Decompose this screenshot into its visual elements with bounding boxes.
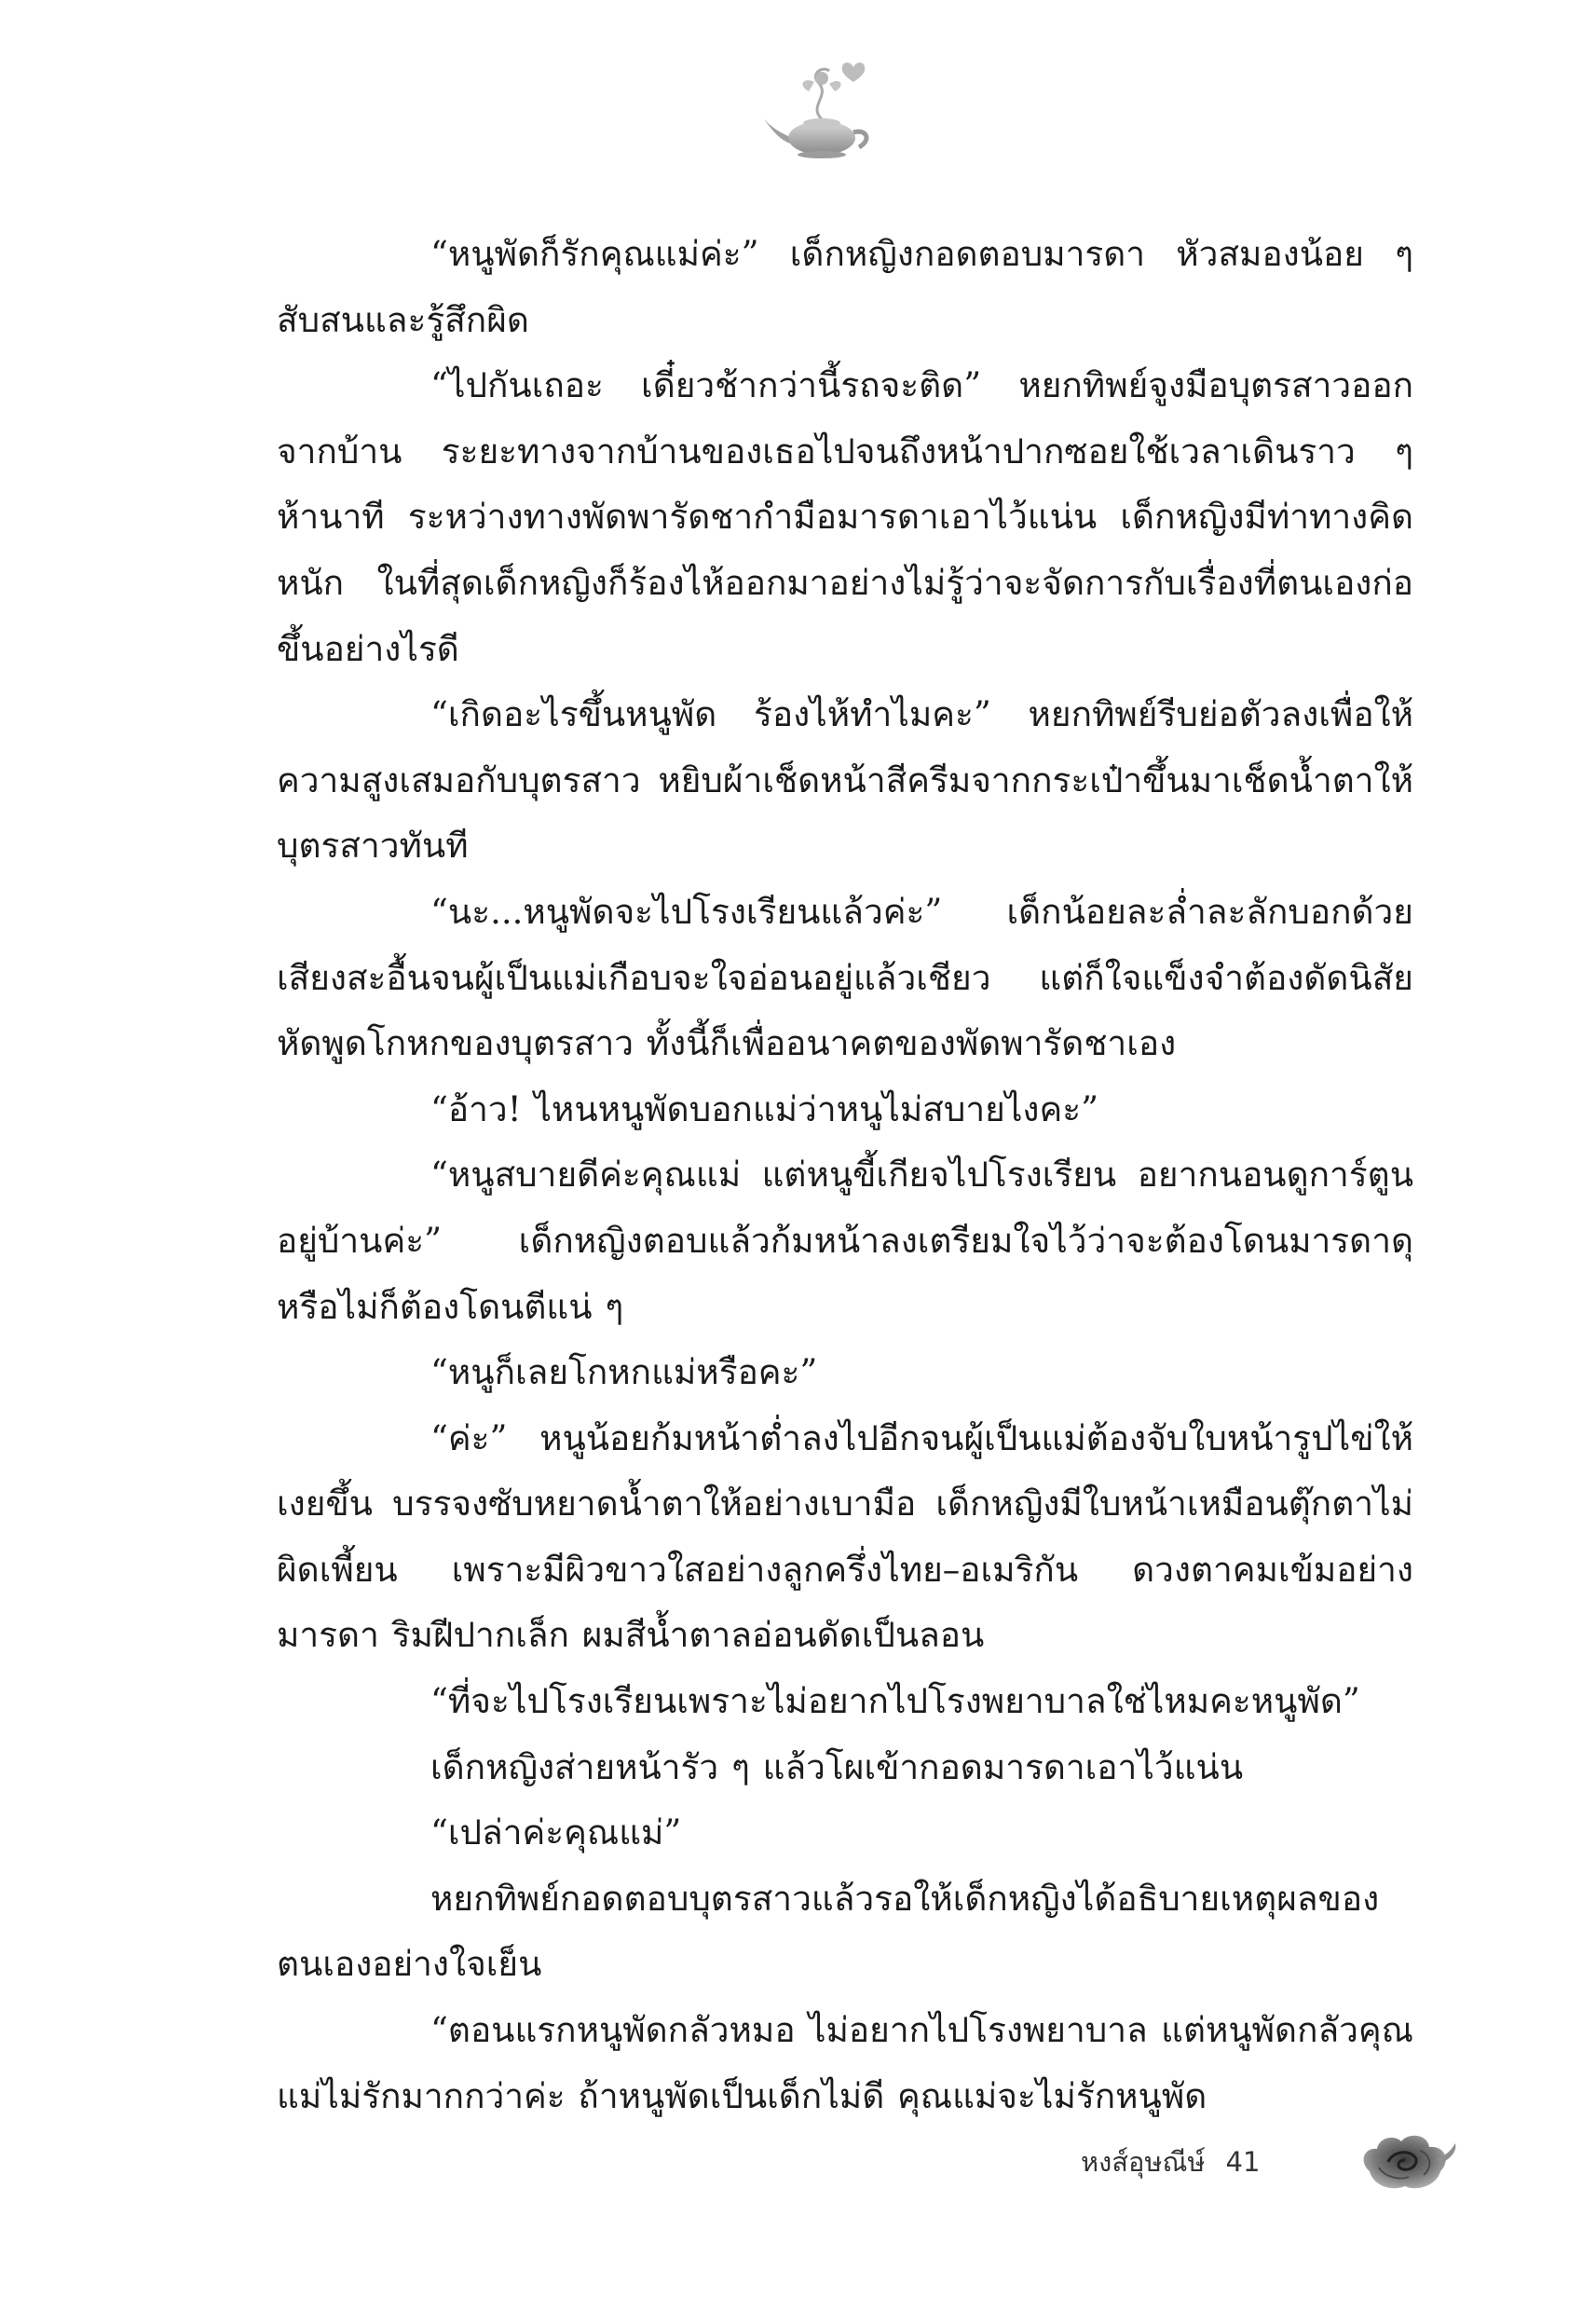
paragraph: “ตอนแรกหนูพัดกลัวหมอ ไม่อยากไปโรงพยาบาล แต่หนูพัดกลัวคุณแม่ไม่รักมากกว่าค่ะ ถ้าหนูพัดเป็นเด็กไม่ดี คุณแม่จะไม่รักหนูพัด xyxy=(277,2010,1413,2116)
paragraph: “นะ...หนูพัดจะไปโรงเรียนแล้วค่ะ” เด็กน้อยละล่ำละลักบอกด้วยเสียงสะอื้นจนผู้เป็นแม่เกือบจะใจอ่อนอยู่แล้วเชียว แต่ก็ใจแข็งจำต้องดัดนิสัยหัดพูดโกหกของบุตรสาว ทั้งนี้ก็เพื่ออนาคตของพัดพารัดชาเอง xyxy=(277,891,1413,1064)
paragraph: เด็กหญิงส่ายหน้ารัว ๆ แล้วโผเข้ากอดมารดาเอาไว้แน่น xyxy=(430,1746,1244,1787)
page-footer xyxy=(1081,2134,1314,2190)
page-number: 41 xyxy=(1225,2146,1261,2178)
paragraph: หยกทิพย์กอดตอบบุตรสาวแล้วรอให้เด็กหญิงได้อธิบายเหตุผลของตนเองอย่างใจเย็น xyxy=(277,1878,1380,1985)
paragraph: “ค่ะ” หนูน้อยก้มหน้าต่ำลงไปอีกจนผู้เป็นแม่ต้องจับใบหน้ารูปไข่ให้เงยขึ้น บรรจงซับหยาดน้ำตาให้อย่างเบามือ เด็กหญิงมีใบหน้าเหมือนตุ๊กตาไม่ผิดเพี้ยน เพราะมีผิวขาวใสอย่างลูกครึ่งไทย–อเมริกัน ดวงตาคมเข้มอย่างมารดา ริมฝีปากเล็ก ผมสีน้ำตาลอ่อนดัดเป็นลอน xyxy=(277,1417,1413,1656)
paragraph: “หนูสบายดีค่ะคุณแม่ แต่หนูขี้เกียจไปโรงเรียน อยากนอนดูการ์ตูนอยู่บ้านค่ะ” เด็กหญิงตอบแล้วก้มหน้าลงเตรียมใจไว้ว่าจะต้องโดนมารดาดุ หรือไม่ก็ต้องโดนตีแน่ ๆ xyxy=(277,1155,1413,1327)
story-text xyxy=(277,222,1413,2129)
paragraph: “ไปกันเถอะ เดี๋ยวช้ากว่านี้รถจะติด” หยกทิพย์จูงมือบุตรสาวออกจากบ้าน ระยะทางจากบ้านของเธอไปจนถึงหน้าปากซอยใช้เวลาเดินราว ๆ ห้านาที ระหว่างทางพัดพารัดชากำมือมารดาเอาไว้แน่น เด็กหญิงมีท่าทางคิดหนัก ในที่สุดเด็กหญิงก็ร้องไห้ออกมาอย่างไม่รู้ว่าจะจัดการกับเรื่องที่ตนเองก่อขึ้นอย่างไรดี xyxy=(277,365,1413,669)
paragraph: “หนูพัดก็รักคุณแม่ค่ะ” เด็กหญิงกอดตอบมารดา หัวสมองน้อย ๆ สับสนและรู้สึกผิด xyxy=(277,234,1413,340)
paragraph: “หนูก็เลยโกหกแม่หรือคะ” xyxy=(430,1352,818,1393)
paragraph: “ที่จะไปโรงเรียนเพราะไม่อยากไปโรงพยาบาลใช่ไหมคะหนูพัด” xyxy=(430,1681,1360,1722)
rose-icon xyxy=(1351,2106,1463,2199)
paragraph: “เกิดอะไรขึ้นหนูพัด ร้องไห้ทำไมคะ” หยกทิพย์รีบย่อตัวลงเพื่อให้ความสูงเสมอกับบุตรสาว หยิบผ้าเช็ดหน้าสีครีมจากกระเป๋าขึ้นมาเช็ดน้ำตาให้บุตรสาวทันที xyxy=(277,694,1413,867)
footer-author: หงส์อุษณีษ์ xyxy=(1081,2146,1206,2178)
paragraph: “เปล่าค่ะคุณแม่” xyxy=(430,1812,682,1853)
cupid-teapot-ornament-icon xyxy=(757,54,887,166)
paragraph: “อ้าว! ไหนหนูพัดบอกแม่ว่าหนูไม่สบายไงคะ” xyxy=(430,1088,1099,1129)
